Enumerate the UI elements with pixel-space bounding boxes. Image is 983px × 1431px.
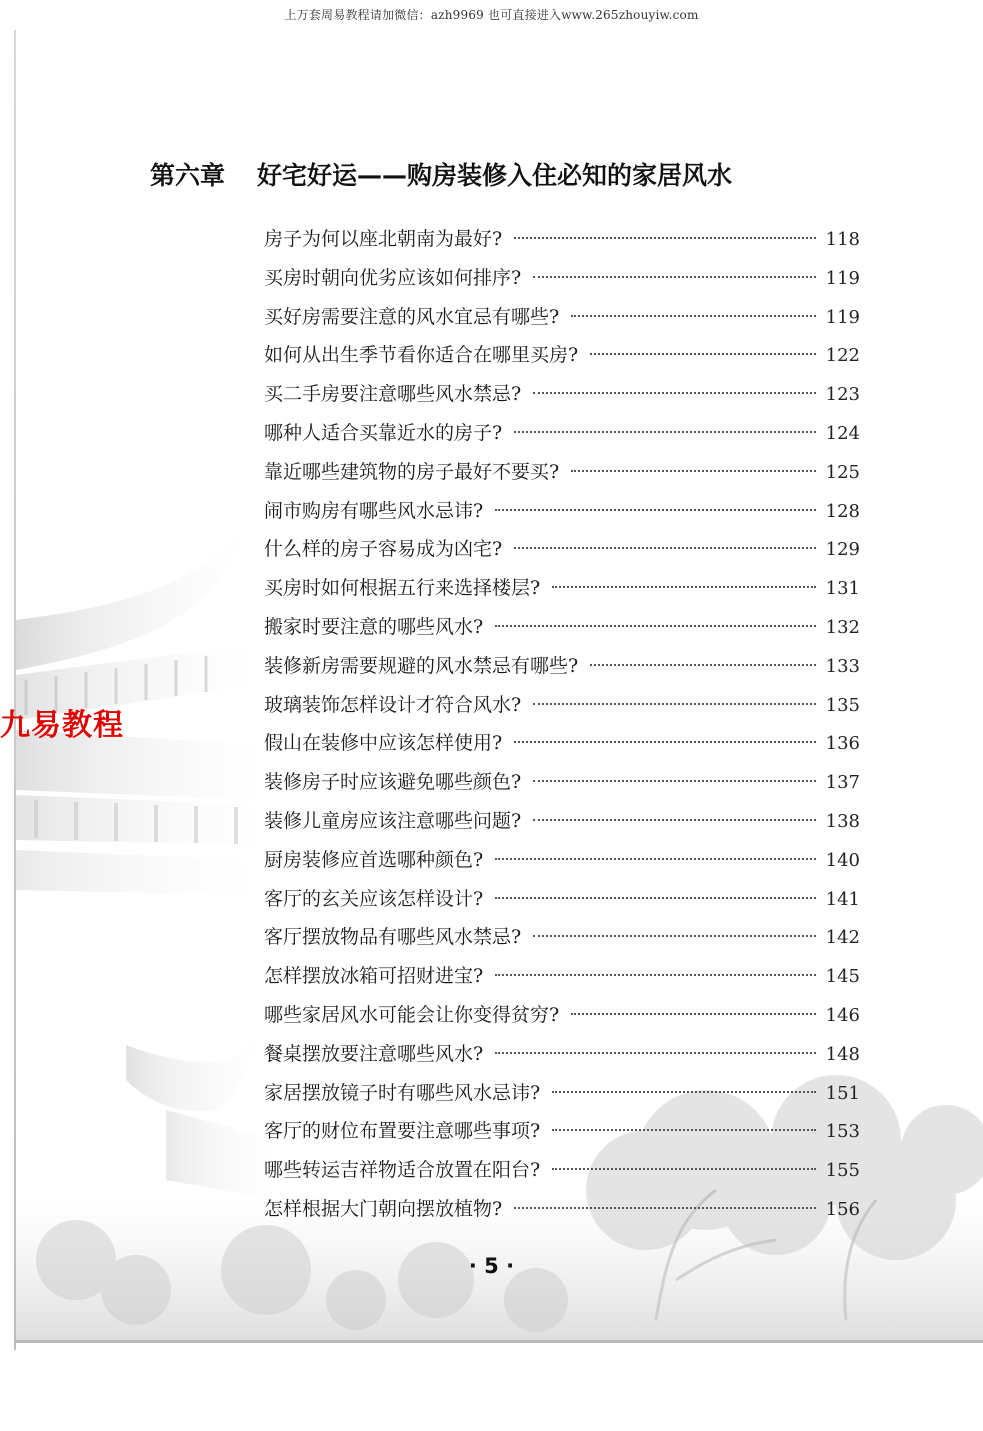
toc-entry-title: 假山在装修中应该怎样使用? [264, 732, 503, 755]
toc-dot-leader [590, 353, 815, 355]
table-of-contents [264, 220, 860, 1229]
toc-entry-page: 124 [825, 422, 860, 444]
toc-entry[interactable] [264, 996, 860, 1035]
toc-entry-page: 153 [825, 1121, 860, 1143]
page-number: · 5 · [468, 1254, 515, 1278]
toc-entry-page: 132 [825, 616, 860, 638]
header-note: 上万套周易教程请加微信：azh9969 也可直接进入www.265zhouyiw.com [284, 8, 699, 22]
toc-dot-leader [552, 1091, 815, 1093]
toc-entry[interactable] [264, 763, 860, 802]
toc-entry-title: 装修新房需要规避的风水禁忌有哪些? [264, 654, 579, 677]
toc-entry[interactable] [264, 569, 860, 608]
chapter-heading [150, 156, 732, 192]
toc-entry-page: 148 [825, 1043, 860, 1065]
toc-dot-leader [533, 935, 815, 937]
toc-entry[interactable] [264, 918, 860, 957]
toc-entry-title: 买好房需要注意的风水宜忌有哪些? [264, 305, 560, 328]
toc-entry-page: 145 [825, 966, 860, 988]
toc-entry[interactable] [264, 957, 860, 996]
toc-entry-title: 餐桌摆放要注意哪些风水? [264, 1042, 484, 1065]
toc-dot-leader [514, 547, 815, 549]
toc-entry-title: 买二手房要注意哪些风水禁忌? [264, 383, 522, 406]
toc-entry-page: 118 [825, 229, 860, 250]
toc-entry-page: 137 [825, 772, 860, 794]
toc-entry-title: 靠近哪些建筑物的房子最好不要买? [264, 460, 560, 483]
toc-entry[interactable] [264, 375, 860, 414]
toc-entry[interactable] [264, 414, 860, 453]
toc-entry-page: 129 [825, 539, 860, 561]
toc-entry-title: 如何从出生季节看你适合在哪里买房? [264, 344, 579, 367]
toc-entry-page: 122 [825, 345, 860, 367]
toc-entry[interactable] [264, 453, 860, 492]
toc-entry-title: 怎样摆放冰箱可招财进宝? [264, 965, 484, 988]
toc-dot-leader [495, 625, 815, 627]
toc-dot-leader [571, 1013, 815, 1015]
toc-entry-page: 156 [825, 1198, 860, 1220]
toc-entry[interactable] [264, 220, 860, 259]
toc-entry[interactable] [264, 492, 860, 531]
toc-dot-leader [533, 819, 815, 821]
toc-entry-title: 买房时朝向优劣应该如何排序? [264, 266, 522, 289]
toc-entry-title: 买房时如何根据五行来选择楼层? [264, 577, 541, 600]
toc-entry-page: 141 [825, 888, 860, 910]
toc-entry[interactable] [264, 1074, 860, 1113]
toc-entry-page: 155 [825, 1160, 860, 1182]
page-bottom-edge [14, 1340, 983, 1343]
toc-dot-leader [514, 1207, 815, 1209]
toc-entry[interactable] [264, 802, 860, 841]
toc-dot-leader [533, 703, 815, 705]
watermark-text: 九易教程 [0, 708, 124, 743]
toc-entry[interactable] [264, 298, 860, 337]
toc-entry-title: 客厅的财位布置要注意哪些事项? [264, 1120, 541, 1143]
toc-entry-title: 装修儿童房应该注意哪些问题? [264, 809, 522, 832]
toc-entry-title: 哪些家居风水可能会让你变得贫穷? [264, 1003, 560, 1026]
toc-entry-page: 151 [825, 1082, 860, 1104]
toc-entry-page: 140 [825, 849, 860, 871]
toc-dot-leader [495, 974, 815, 976]
toc-entry-title: 哪些转运吉祥物适合放置在阳台? [264, 1159, 541, 1182]
toc-entry[interactable] [264, 686, 860, 725]
toc-dot-leader [495, 509, 815, 511]
toc-entry-page: 128 [825, 500, 860, 522]
chapter-title: 好宅好运——购房装修入住必知的家居风水 [257, 161, 733, 190]
toc-entry-title: 客厅的玄关应该怎样设计? [264, 887, 484, 910]
toc-entry[interactable] [264, 1190, 860, 1229]
toc-entry-page: 119 [825, 267, 860, 289]
toc-dot-leader [533, 276, 815, 278]
toc-entry-page: 135 [825, 694, 860, 716]
toc-entry-page: 133 [825, 655, 860, 677]
toc-entry[interactable] [264, 841, 860, 880]
toc-entry-page: 146 [825, 1004, 860, 1026]
toc-entry[interactable] [264, 647, 860, 686]
toc-entry[interactable] [264, 608, 860, 647]
toc-entry-page: 123 [825, 384, 860, 406]
toc-dot-leader [533, 392, 815, 394]
toc-entry-page: 119 [825, 306, 860, 328]
toc-entry[interactable] [264, 1035, 860, 1074]
toc-entry-title: 玻璃装饰怎样设计才符合风水? [264, 693, 522, 716]
toc-entry-title: 怎样根据大门朝向摆放植物? [264, 1197, 503, 1220]
toc-entry-page: 125 [825, 461, 860, 483]
toc-dot-leader [552, 1168, 815, 1170]
toc-dot-leader [495, 897, 815, 899]
toc-entry-page: 136 [825, 733, 860, 755]
toc-entry[interactable] [264, 1151, 860, 1190]
toc-entry-title: 客厅摆放物品有哪些风水禁忌? [264, 926, 522, 949]
toc-dot-leader [495, 858, 815, 860]
toc-dot-leader [590, 664, 815, 666]
toc-entry-title: 什么样的房子容易成为凶宅? [264, 538, 503, 561]
toc-dot-leader [533, 780, 815, 782]
chapter-label: 第六章 [150, 161, 226, 190]
toc-entry[interactable] [264, 259, 860, 298]
toc-entry-title: 哪种人适合买靠近水的房子? [264, 421, 503, 444]
toc-entry[interactable] [264, 724, 860, 763]
toc-entry[interactable] [264, 336, 860, 375]
toc-entry-title: 房子为何以座北朝南为最好? [264, 228, 503, 250]
toc-entry-page: 131 [825, 578, 860, 600]
toc-dot-leader [571, 470, 815, 472]
toc-entry-title: 厨房装修应首选哪种颜色? [264, 848, 484, 871]
toc-entry-page: 142 [825, 927, 860, 949]
toc-entry-title: 搬家时要注意的哪些风水? [264, 615, 484, 638]
toc-dot-leader [514, 741, 815, 743]
toc-dot-leader [552, 1129, 815, 1131]
toc-entry[interactable] [264, 880, 860, 919]
toc-entry-page: 138 [825, 810, 860, 832]
toc-entry-title: 闹市购房有哪些风水忌讳? [264, 499, 484, 522]
toc-dot-leader [514, 237, 815, 239]
toc-dot-leader [571, 315, 815, 317]
toc-dot-leader [552, 586, 815, 588]
toc-entry[interactable] [264, 1112, 860, 1151]
toc-entry-title: 装修房子时应该避免哪些颜色? [264, 771, 522, 794]
toc-entry[interactable] [264, 530, 860, 569]
toc-dot-leader [495, 1052, 815, 1054]
toc-dot-leader [514, 431, 815, 433]
toc-entry-title: 家居摆放镜子时有哪些风水忌讳? [264, 1081, 541, 1104]
